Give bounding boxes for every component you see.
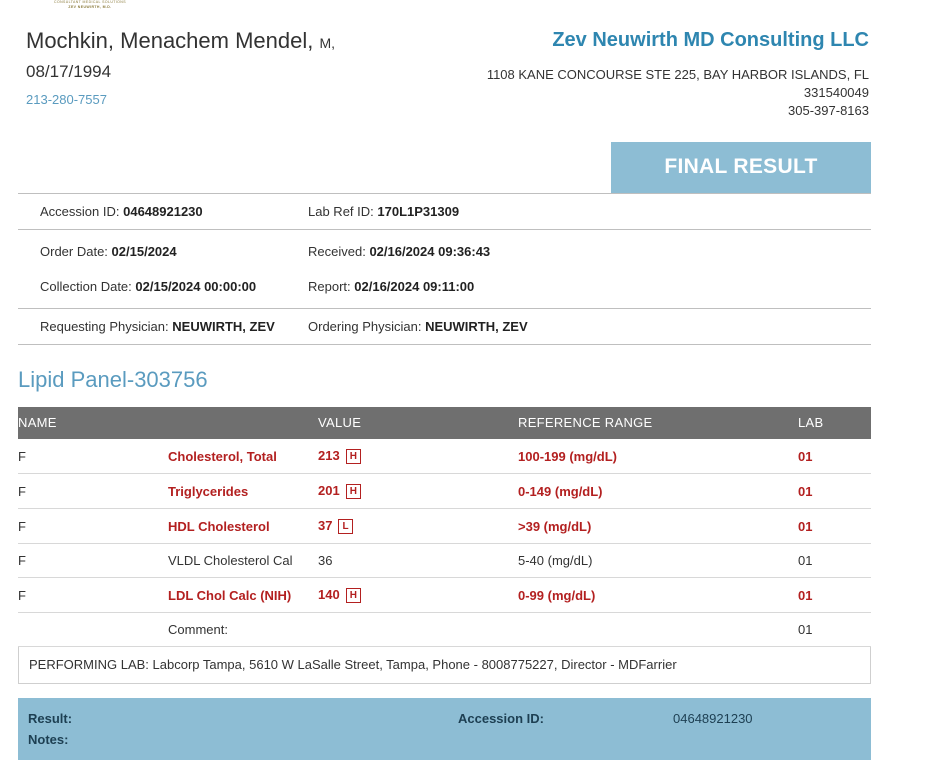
footer-summary bbox=[18, 698, 871, 760]
row-flag: F bbox=[18, 544, 168, 578]
table-header-row bbox=[18, 407, 871, 439]
row-lab: 01 bbox=[798, 509, 871, 544]
row-name: Triglycerides bbox=[168, 474, 318, 509]
table-row bbox=[18, 439, 871, 474]
labref-cell bbox=[308, 201, 871, 222]
row-value-cell bbox=[318, 439, 518, 474]
logo-line-2: ZEV NEUWIRTH, M.D. bbox=[68, 5, 112, 9]
row-value: 201 bbox=[318, 483, 340, 498]
row-lab: 01 bbox=[798, 474, 871, 509]
comment-row bbox=[18, 613, 871, 647]
footer-result-label: Result: bbox=[28, 711, 73, 726]
report-date-value: 02/16/2024 09:11:00 bbox=[354, 279, 475, 294]
received-label: Received: bbox=[308, 244, 366, 259]
results-table bbox=[18, 407, 871, 647]
status-badge: FINAL RESULT bbox=[611, 142, 871, 193]
footer-result-row bbox=[18, 708, 871, 729]
clinic-name: Zev Neuwirth MD Consulting LLC bbox=[552, 29, 869, 51]
row-reference: 0-99 (mg/dL) bbox=[518, 578, 798, 613]
requesting-physician-value: NEUWIRTH, ZEV bbox=[172, 319, 275, 334]
row-value: 36 bbox=[318, 553, 333, 568]
footer-notes-value bbox=[673, 732, 871, 747]
requesting-physician-cell bbox=[18, 316, 308, 337]
collection-date-label: Collection Date: bbox=[40, 279, 132, 294]
report-date-cell bbox=[308, 276, 871, 297]
patient-dob: 08/17/1994 bbox=[26, 62, 112, 81]
row-flag: F bbox=[18, 578, 168, 613]
ordering-physician-cell bbox=[308, 316, 871, 337]
report-header bbox=[18, 0, 871, 120]
table-row bbox=[18, 509, 871, 544]
clinic-info bbox=[449, 26, 871, 120]
row-lab: 01 bbox=[798, 544, 871, 578]
row-name: HDL Cholesterol bbox=[168, 509, 318, 544]
collection-date-value: 02/15/2024 00:00:00 bbox=[135, 279, 257, 294]
comment-lab: 01 bbox=[798, 613, 871, 647]
received-value: 02/16/2024 09:36:43 bbox=[369, 244, 491, 259]
footer-notes-spacer bbox=[458, 732, 673, 747]
row-value-cell bbox=[318, 509, 518, 544]
row-value-cell bbox=[318, 578, 518, 613]
meta-dates-group bbox=[18, 229, 871, 309]
column-header-reference: REFERENCE RANGE bbox=[518, 407, 798, 439]
ordering-physician-label: Ordering Physician: bbox=[308, 319, 422, 334]
row-abnormal-badge: H bbox=[346, 484, 361, 499]
accession-cell bbox=[18, 201, 308, 222]
labref-value: 170L1P31309 bbox=[377, 204, 460, 219]
meta-row-order bbox=[18, 234, 871, 269]
patient-name-text: Mochkin, Menachem Mendel, bbox=[26, 28, 314, 53]
row-reference: 100-199 (mg/dL) bbox=[518, 439, 798, 474]
patient-name bbox=[26, 26, 335, 58]
order-date-cell bbox=[18, 241, 308, 262]
labref-label: Lab Ref ID: bbox=[308, 204, 374, 219]
patient-sex: M, bbox=[319, 35, 336, 51]
panel-title: Lipid Panel-303756 bbox=[18, 367, 208, 392]
row-value-cell bbox=[318, 474, 518, 509]
footer-notes-label: Notes: bbox=[28, 732, 69, 747]
patient-phone[interactable]: 213-280-7557 bbox=[26, 92, 107, 107]
report-meta bbox=[18, 193, 871, 345]
logo-line-1: CONSULTANT MEDICAL SOLUTIONS bbox=[54, 0, 126, 4]
table-row bbox=[18, 578, 871, 613]
row-reference: 5-40 (mg/dL) bbox=[518, 544, 798, 578]
comment-value bbox=[318, 613, 518, 647]
ordering-physician-value: NEUWIRTH, ZEV bbox=[425, 319, 528, 334]
received-cell bbox=[308, 241, 871, 262]
report-date-label: Report: bbox=[308, 279, 351, 294]
row-value-cell bbox=[318, 544, 518, 578]
footer-accession-label: Accession ID: bbox=[458, 711, 544, 726]
column-header-value: VALUE bbox=[318, 407, 518, 439]
row-reference: >39 (mg/dL) bbox=[518, 509, 798, 544]
row-flag: F bbox=[18, 439, 168, 474]
clinic-logo bbox=[30, 0, 150, 14]
column-header-name: NAME bbox=[18, 407, 318, 439]
row-value: 140 bbox=[318, 587, 340, 602]
meta-row-physicians bbox=[18, 309, 871, 344]
column-header-lab: LAB bbox=[798, 407, 871, 439]
accession-value: 04648921230 bbox=[123, 204, 203, 219]
comment-label: Comment: bbox=[168, 613, 318, 647]
row-abnormal-badge: H bbox=[346, 449, 361, 464]
order-date-value: 02/15/2024 bbox=[111, 244, 177, 259]
row-name: Cholesterol, Total bbox=[168, 439, 318, 474]
meta-row-accession bbox=[18, 194, 871, 229]
footer-notes-row bbox=[18, 729, 871, 750]
meta-row-collection bbox=[18, 269, 871, 304]
requesting-physician-label: Requesting Physician: bbox=[40, 319, 169, 334]
row-flag: F bbox=[18, 509, 168, 544]
row-name: LDL Chol Calc (NIH) bbox=[168, 578, 318, 613]
footer-accession-value: 04648921230 bbox=[673, 711, 753, 726]
comment-flag bbox=[18, 613, 168, 647]
accession-label: Accession ID: bbox=[40, 204, 120, 219]
row-flag: F bbox=[18, 474, 168, 509]
table-row bbox=[18, 544, 871, 578]
status-row bbox=[18, 142, 871, 193]
order-date-label: Order Date: bbox=[40, 244, 108, 259]
performing-lab-note: PERFORMING LAB: Labcorp Tampa, 5610 W LaSalle Street, Tampa, Phone - 8008775227, Director - MDFarrier bbox=[18, 647, 871, 684]
clinic-address: 1108 KANE CONCOURSE STE 225, BAY HARBOR ISLANDS, FL 331540049 bbox=[486, 67, 869, 100]
row-reference: 0-149 (mg/dL) bbox=[518, 474, 798, 509]
row-lab: 01 bbox=[798, 439, 871, 474]
row-value: 213 bbox=[318, 448, 340, 463]
clinic-phone: 305-397-8163 bbox=[788, 103, 869, 118]
comment-reference bbox=[518, 613, 798, 647]
row-abnormal-badge: H bbox=[346, 588, 361, 603]
table-row bbox=[18, 474, 871, 509]
row-abnormal-badge: L bbox=[338, 519, 352, 534]
collection-date-cell bbox=[18, 276, 308, 297]
row-name: VLDL Cholesterol Cal bbox=[168, 544, 318, 578]
row-lab: 01 bbox=[798, 578, 871, 613]
row-value: 37 bbox=[318, 518, 333, 533]
patient-info bbox=[18, 26, 335, 107]
